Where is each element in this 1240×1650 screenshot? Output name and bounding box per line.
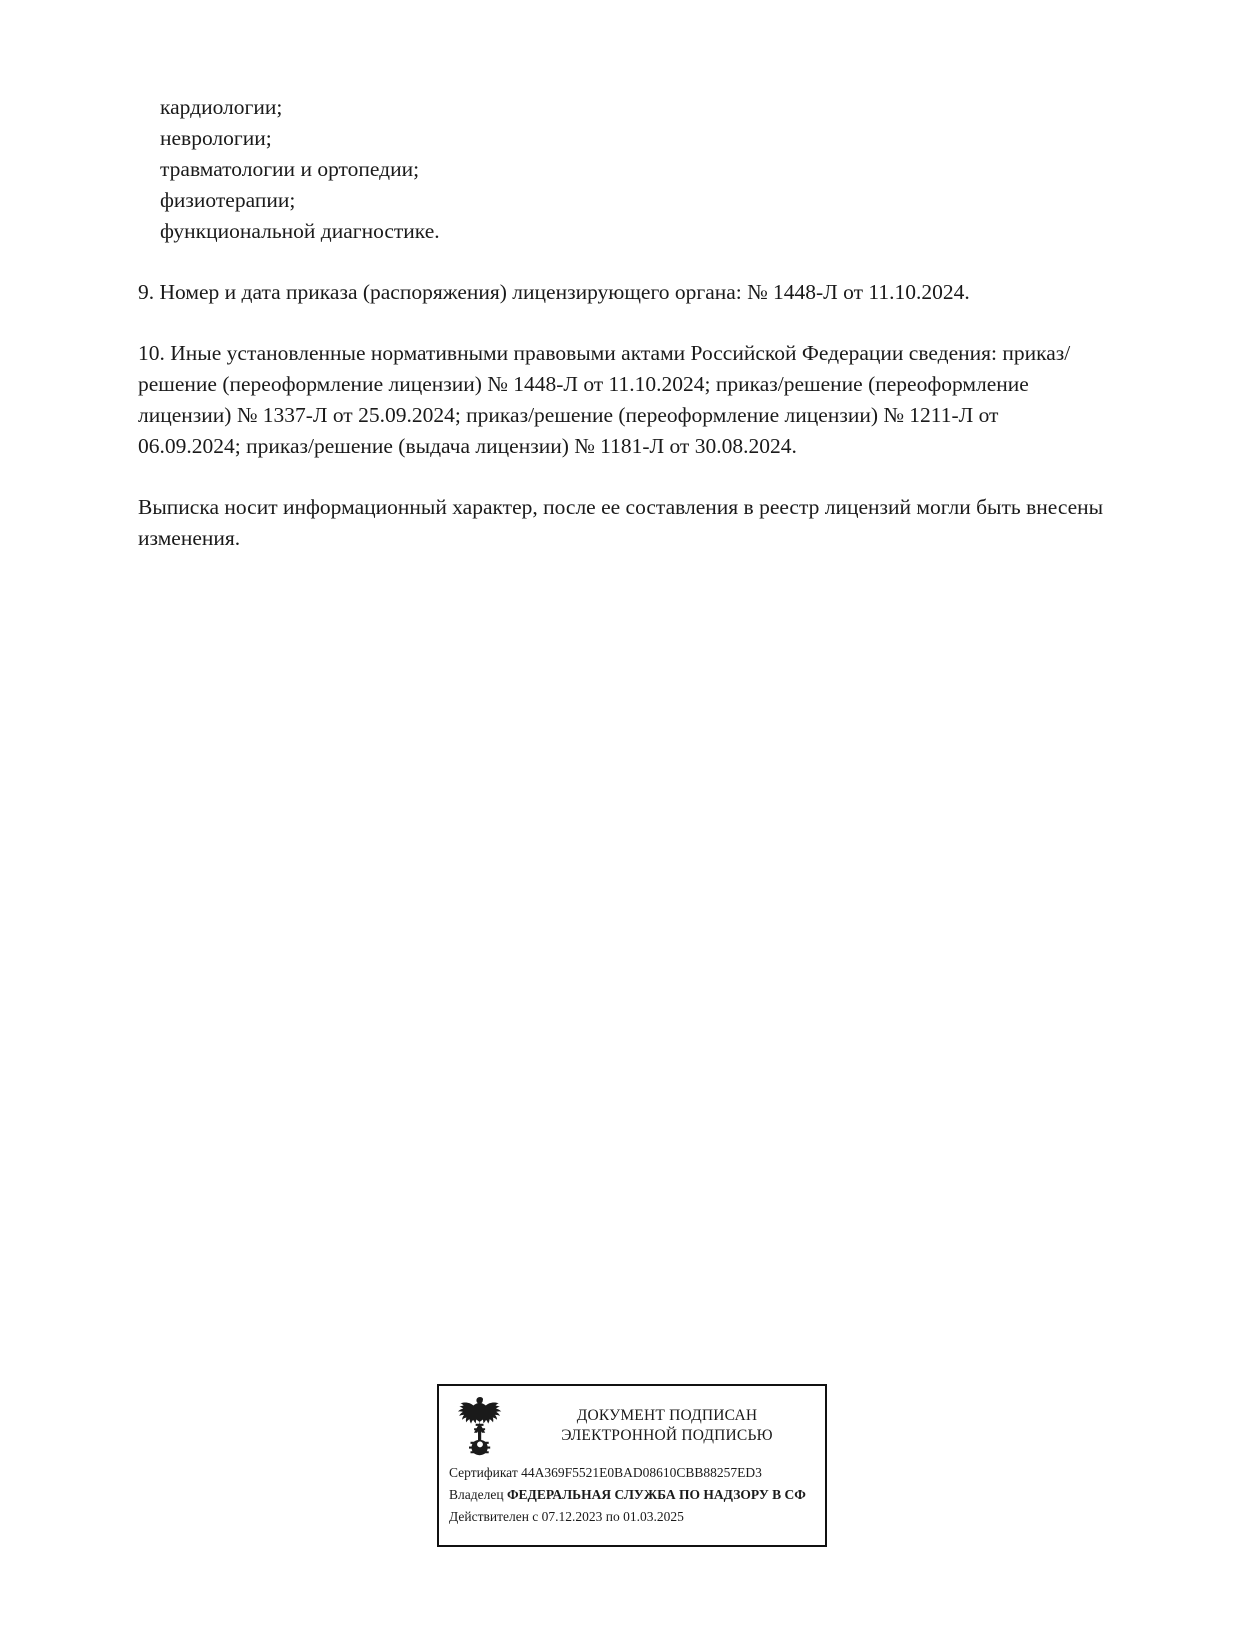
list-item: травматологии и ортопедии; bbox=[160, 157, 420, 181]
validity-label: Действителен с bbox=[449, 1509, 539, 1524]
owner-label: Владелец bbox=[449, 1487, 504, 1502]
validity-line bbox=[449, 1506, 827, 1528]
validity-from: 07.12.2023 bbox=[541, 1509, 603, 1524]
stamp-title-line-2: ЭЛЕКТРОННОЙ ПОДПИСЬЮ bbox=[561, 1427, 773, 1444]
list-item: неврологии; bbox=[160, 126, 272, 150]
validity-to: 01.03.2025 bbox=[623, 1509, 684, 1524]
list-item: функциональной диагностике. bbox=[160, 219, 440, 243]
stamp-header bbox=[439, 1386, 825, 1460]
owner-value: ФЕДЕРАЛЬНАЯ СЛУЖБА ПО НАДЗОРУ В СФ bbox=[506, 1487, 806, 1502]
owner-line bbox=[449, 1484, 827, 1506]
double-headed-eagle-icon bbox=[449, 1394, 511, 1458]
document-body bbox=[138, 92, 1106, 582]
certificate-label: Сертификат bbox=[449, 1465, 518, 1480]
paragraph-disclaimer: Выписка носит информационный характер, после ее составления в реестр лицензий могли быть внесены изменения. bbox=[138, 495, 1104, 550]
stamp-details bbox=[439, 1460, 827, 1528]
stamp-title bbox=[517, 1406, 817, 1446]
certificate-line bbox=[449, 1462, 827, 1484]
validity-to-label: по bbox=[605, 1509, 620, 1524]
certificate-value: 44A369F5521E0BAD08610CBB88257ED3 bbox=[521, 1465, 762, 1480]
list-item: кардиологии; bbox=[160, 95, 283, 119]
electronic-signature-stamp bbox=[437, 1384, 827, 1547]
services-list bbox=[160, 92, 1106, 247]
list-item: физиотерапии; bbox=[160, 188, 296, 212]
paragraph-item-10: 10. Иные установленные нормативными правовыми актами Российской Федерации сведения: приказ/решение (переоформление лицензии) № 1448-Л от 11.10.2024; приказ/решение (переоформление лицензии) № 1337-Л от 25.09.2024; приказ/решение (переоформление лицензии) № 1211-Л от 06.09.2024; приказ/решение (выдача лицензии) № 1181-Л от 30.08.2024. bbox=[138, 341, 1071, 458]
stamp-title-line-1: ДОКУМЕНТ ПОДПИСАН bbox=[576, 1407, 758, 1424]
paragraph-item-9: 9. Номер и дата приказа (распоряжения) лицензирующего органа: № 1448-Л от 11.10.2024. bbox=[138, 280, 970, 304]
